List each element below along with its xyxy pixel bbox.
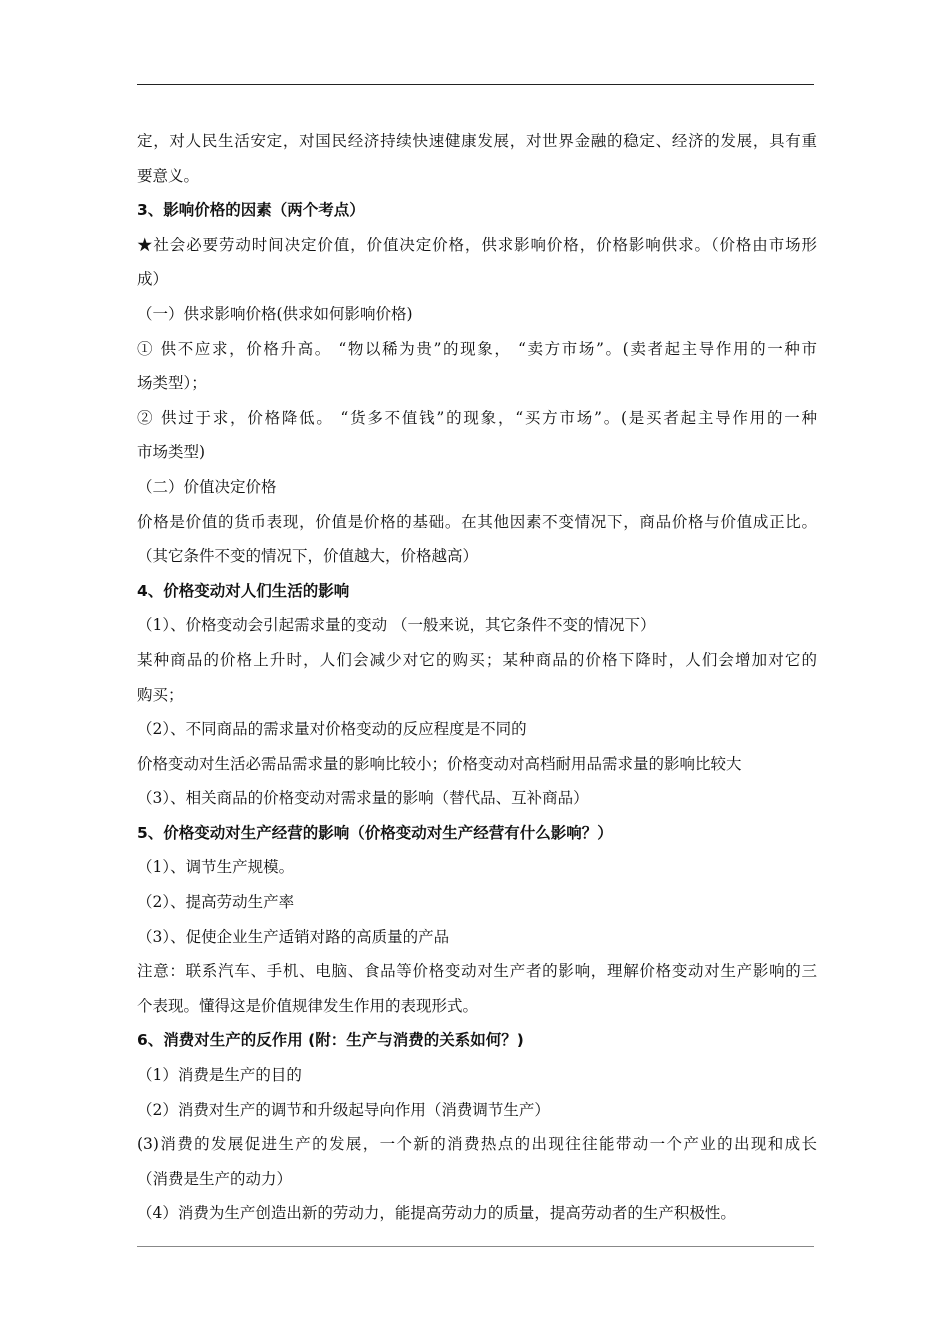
note-line: 个表现。懂得这是价值规律发生作用的表现形式。	[137, 996, 479, 1015]
header-rule	[137, 84, 814, 85]
list-item: （1）、价格变动会引起需求量的变动 （一般来说，其它条件不变的情况下）	[137, 616, 656, 635]
paragraph-line: （消费是生产的动力）	[137, 1169, 293, 1188]
paragraph-line: 定，对人民生活安定，对国民经济持续快速健康发展，对世界金融的稳定、经济的发展，具有重	[137, 132, 817, 150]
paragraph-line: 购买；	[137, 685, 184, 704]
list-item: （2）消费对生产的调节和升级起导向作用（消费调节生产）	[137, 1100, 550, 1119]
section-heading: 3、影响价格的因素（两个考点）	[137, 201, 365, 220]
list-item: （3）、相关商品的价格变动对需求量的影响（替代品、互补商品）	[137, 789, 589, 808]
paragraph-line: 场类型）；	[137, 374, 207, 393]
paragraph-line: ② 供过于求，价格降低。 “货多不值钱”的现象，“买方市场”。(是买者起主导作用的一种	[137, 408, 817, 427]
paragraph-line: ① 供不应求，价格升高。 “物以稀为贵”的现象， “卖方市场”。(卖者起主导作用的一种市	[137, 339, 817, 358]
section-heading: 6、消费对生产的反作用 (附：生产与消费的关系如何？)	[137, 1031, 524, 1050]
paragraph-line: ★社会必要劳动时间决定价值，价值决定价格，供求影响价格，价格影响供求。（价格由市场形	[137, 235, 817, 254]
subsection-heading: （二）价值决定价格	[137, 477, 277, 496]
document-body	[137, 124, 817, 1231]
paragraph-line: 市场类型)	[137, 443, 206, 462]
list-item: （1）消费是生产的目的	[137, 1066, 302, 1085]
list-item: （3）、促使企业生产适销对路的高质量的产品	[137, 927, 450, 946]
paragraph-line: 某种商品的价格上升时，人们会减少对它的购买；某种商品的价格下降时，人们会增加对它的	[137, 650, 817, 669]
paragraph-line: 要意义。	[137, 166, 200, 185]
paragraph-line: （其它条件不变的情况下，价值越大，价格越高）	[137, 547, 479, 566]
list-item: （2）、不同商品的需求量对价格变动的反应程度是不同的	[137, 720, 527, 739]
list-item: （2）、提高劳动生产率	[137, 893, 295, 912]
footer-rule	[137, 1246, 814, 1247]
section-heading: 5、价格变动对生产经营的影响（价格变动对生产经营有什么影响？）	[137, 823, 613, 842]
paragraph-line: 价格变动对生活必需品需求量的影响比较小；价格变动对高档耐用品需求量的影响比较大	[137, 754, 742, 773]
list-item: （1）、调节生产规模。	[137, 858, 295, 877]
paragraph-line: 成）	[137, 270, 169, 289]
list-item: （4）消费为生产创造出新的劳动力，能提高劳动力的质量，提高劳动者的生产积极性。	[137, 1204, 736, 1223]
subsection-heading: （一）供求影响价格(供求如何影响价格)	[137, 304, 413, 323]
list-item: (3)消费的发展促进生产的发展，一个新的消费热点的出现往往能带动一个产业的出现和成长	[137, 1135, 817, 1154]
section-heading: 4、价格变动对人们生活的影响	[137, 581, 350, 600]
note-line: 注意：联系汽车、手机、电脑、食品等价格变动对生产者的影响，理解价格变动对生产影响的三	[137, 962, 817, 981]
paragraph-line: 价格是价值的货币表现，价值是价格的基础。在其他因素不变情况下，商品价格与价值成正比。	[137, 512, 817, 531]
